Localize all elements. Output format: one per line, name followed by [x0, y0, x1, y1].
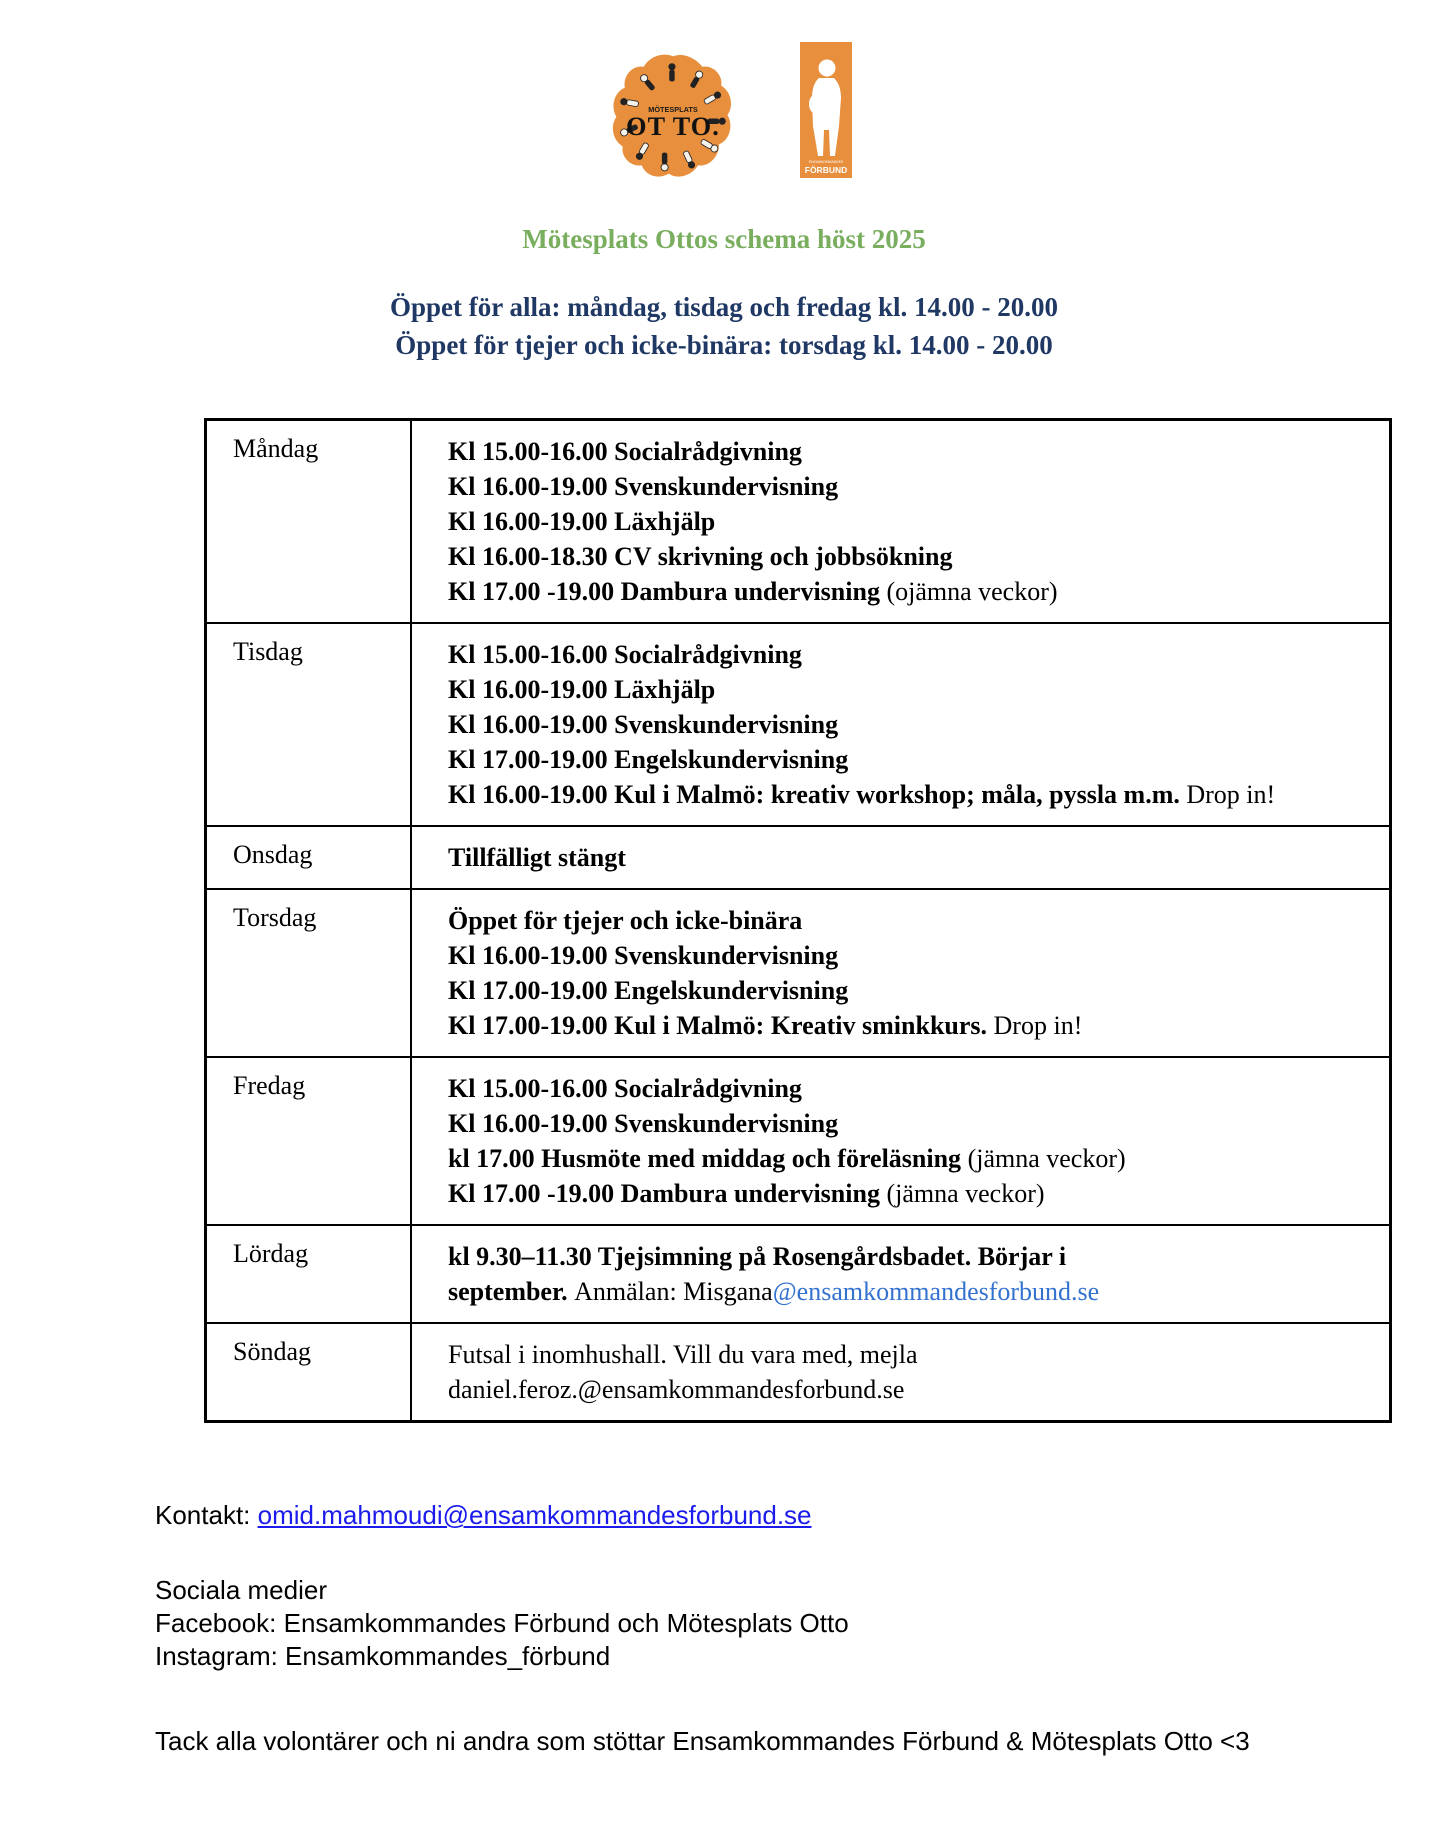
activities-cell — [411, 1225, 1391, 1323]
activity-line — [448, 1176, 1375, 1211]
otto-logo-top-text: MÖTESPLATS — [648, 104, 698, 114]
social-media-header: Sociala medier — [155, 1575, 327, 1605]
opening-hours-girls-nonbinary: Öppet för tjejer och icke-binära: torsdag kl. 14.00 - 20.00 — [395, 330, 1053, 360]
activity-text: Kl 17.00 -19.00 Dambura undervisning — [448, 577, 887, 606]
activity-line — [448, 1106, 1375, 1141]
activity-line — [448, 574, 1375, 609]
ensamkommandes-forbund-logo-icon — [800, 42, 852, 178]
table-row — [206, 420, 1391, 624]
activity-line — [448, 672, 1375, 707]
email-link[interactable]: @ensamkommandesforbund.se — [772, 1277, 1100, 1306]
activities-cell — [411, 1323, 1391, 1422]
activities-cell — [411, 889, 1391, 1057]
activity-text: Kl 15.00-16.00 Socialrådgivning — [448, 437, 802, 466]
activity-line — [448, 434, 1375, 469]
motesplats-otto-logo-icon — [610, 50, 736, 182]
activity-line — [448, 539, 1375, 574]
activity-text: Öppet för tjejer och icke-binära — [448, 906, 803, 935]
activity-text: Kl 17.00 -19.00 Dambura undervisning — [448, 1179, 887, 1208]
table-row — [206, 1225, 1391, 1323]
activity-line — [448, 938, 1375, 973]
contact-label: Kontakt: — [155, 1500, 258, 1530]
activity-line — [448, 504, 1375, 539]
activity-text: Tillfälligt stängt — [448, 843, 626, 872]
activity-line — [448, 1337, 1375, 1372]
opening-hours-all: Öppet för alla: måndag, tisdag och fredag kl. 14.00 - 20.00 — [389, 292, 1059, 322]
schedule-table-body — [206, 420, 1391, 1422]
page-title: Mötesplats Ottos schema höst 2025 — [522, 224, 926, 254]
day-label: Lördag — [206, 1225, 412, 1323]
day-label: Måndag — [206, 420, 412, 624]
activity-text: Kl 17.00-19.00 Kul i Malmö: Kreativ sminkkurs. — [448, 1011, 994, 1040]
activity-line — [448, 1274, 1375, 1309]
activity-text: kl 9.30–11.30 Tjejsimning på Rosengårdsbadet. Börjar i — [448, 1242, 1067, 1271]
activity-text: Kl 15.00-16.00 Socialrådgivning — [448, 1074, 802, 1103]
activity-text: (jämna veckor) — [967, 1144, 1126, 1173]
activity-line — [448, 973, 1375, 1008]
forbund-logo-main-text: FÖRBUND — [804, 165, 848, 175]
table-row — [206, 889, 1391, 1057]
header-logos — [0, 42, 1448, 182]
activity-text: Kl 16.00-19.00 Kul i Malmö: kreativ workshop; måla, pyssla m.m. — [448, 780, 1187, 809]
activity-line — [448, 840, 1375, 875]
social-media-block — [155, 1574, 849, 1673]
activity-text: Drop in! — [1186, 780, 1276, 809]
activity-text: Kl 16.00-18.30 CV skrivning och jobbsökning — [448, 542, 953, 571]
activities-cell — [411, 826, 1391, 889]
activity-text: Kl 16.00-19.00 Svenskundervisning — [448, 472, 839, 501]
activity-line — [448, 1141, 1375, 1176]
activity-text: (ojämna veckor) — [886, 577, 1058, 606]
activities-cell — [411, 623, 1391, 826]
activity-text: Kl 17.00-19.00 Engelskundervisning — [448, 745, 849, 774]
activity-text: Kl 16.00-19.00 Svenskundervisning — [448, 941, 839, 970]
activity-line — [448, 777, 1375, 812]
activity-text: kl 17.00 Husmöte med middag och föreläsning — [448, 1144, 968, 1173]
contact-line — [155, 1500, 812, 1531]
table-row — [206, 1057, 1391, 1225]
table-row — [206, 826, 1391, 889]
activity-text: Kl 16.00-19.00 Svenskundervisning — [448, 1109, 839, 1138]
activity-line — [448, 1239, 1375, 1274]
table-row — [206, 623, 1391, 826]
day-label: Torsdag — [206, 889, 412, 1057]
day-label: Onsdag — [206, 826, 412, 889]
activities-cell — [411, 1057, 1391, 1225]
activity-line — [448, 637, 1375, 672]
day-label: Fredag — [206, 1057, 412, 1225]
activity-text: Kl 16.00-19.00 Läxhjälp — [448, 507, 716, 536]
day-label: Söndag — [206, 1323, 412, 1422]
activity-text: Kl 15.00-16.00 Socialrådgivning — [448, 640, 802, 669]
day-label: Tisdag — [206, 623, 412, 826]
forbund-logo-top-text: ENSAMKOMMANDES — [808, 160, 844, 164]
thanks-line: Tack alla volontärer och ni andra som stöttar Ensamkommandes Förbund & Mötesplats Otto <3 — [155, 1726, 1250, 1756]
contact-email-link[interactable]: omid.mahmoudi@ensamkommandesforbund.se — [257, 1500, 812, 1530]
table-row — [206, 1323, 1391, 1422]
activity-text: Kl 17.00-19.00 Engelskundervisning — [448, 976, 849, 1005]
activity-line — [448, 903, 1375, 938]
activity-text: daniel.feroz.@ensamkommandesforbund.se — [448, 1375, 905, 1404]
activity-line — [448, 469, 1375, 504]
activities-cell — [411, 420, 1391, 624]
facebook-line: Facebook: Ensamkommandes Förbund och Mötesplats Otto — [155, 1608, 849, 1638]
activity-line — [448, 1071, 1375, 1106]
activity-text: Kl 16.00-19.00 Läxhjälp — [448, 675, 716, 704]
activity-line — [448, 1372, 1375, 1407]
activity-text: Futsal i inomhushall. Vill du vara med, mejla — [448, 1340, 918, 1369]
activity-line — [448, 1008, 1375, 1043]
activity-line — [448, 707, 1375, 742]
activity-line — [448, 742, 1375, 777]
activity-text: september. — [448, 1277, 575, 1306]
instagram-line: Instagram: Ensamkommandes_förbund — [155, 1641, 611, 1671]
activity-text: (jämna veckor) — [886, 1179, 1045, 1208]
otto-logo-main-text: OT TO. — [626, 111, 720, 141]
schedule-table — [204, 418, 1392, 1423]
activity-text: Kl 16.00-19.00 Svenskundervisning — [448, 710, 839, 739]
activity-text: Drop in! — [993, 1011, 1083, 1040]
activity-text: Anmälan: Misgana — [574, 1277, 773, 1306]
opening-hours — [0, 288, 1448, 364]
